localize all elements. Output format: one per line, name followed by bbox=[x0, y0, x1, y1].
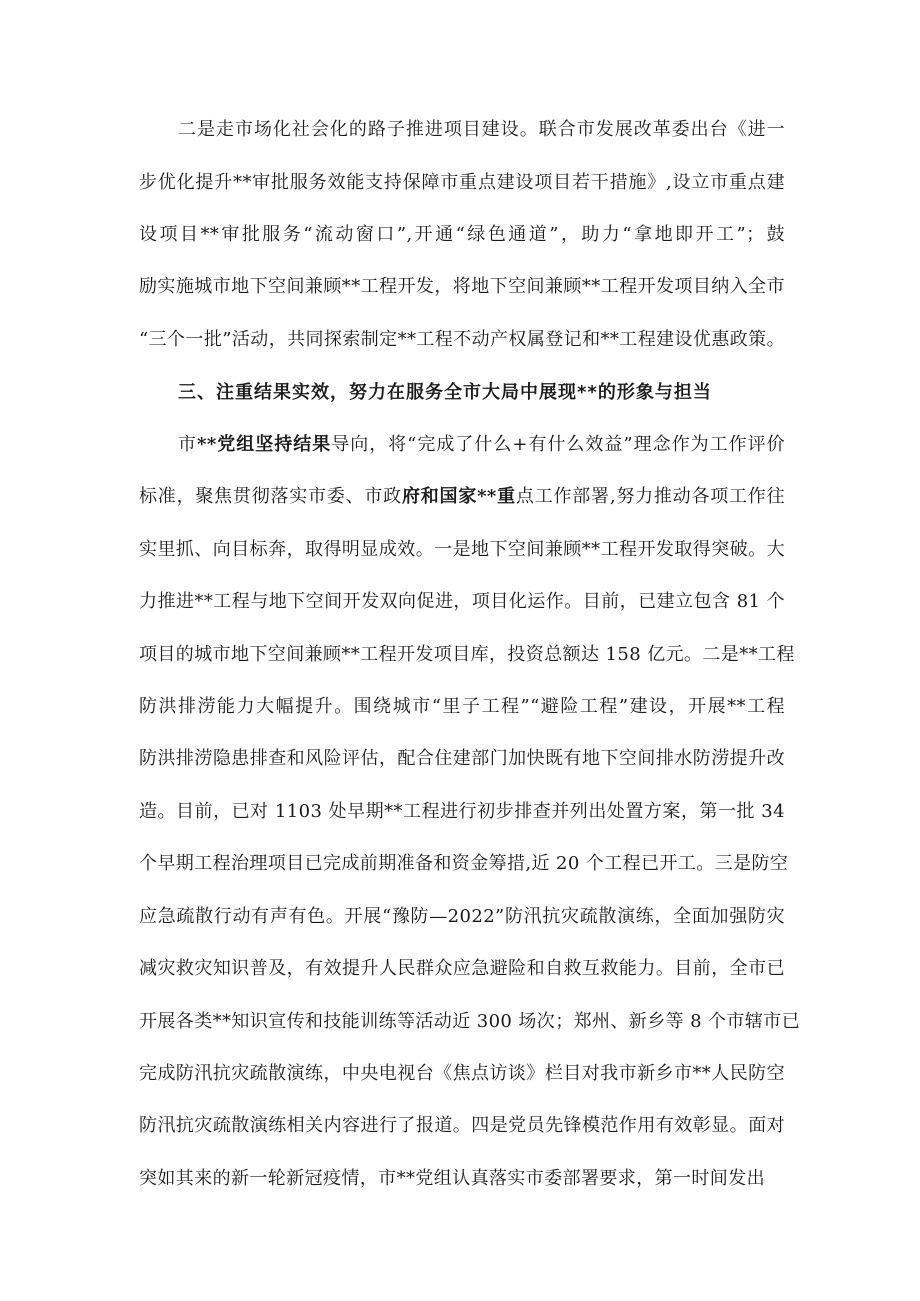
paragraph-line: 防汛抗灾疏散演练相关内容进行了报道。四是党员先锋模范作用有效彰显。面对 bbox=[139, 1115, 785, 1136]
paragraph-line: 设项目**审批服务“流动窗口”,开通“绿色通道”，助力“拿地即开工”；鼓 bbox=[139, 224, 785, 245]
text-run: 市 bbox=[178, 434, 197, 455]
text-run: 导向，将“完成了什么+有什么效益”理念作为工作评价 bbox=[331, 434, 785, 455]
paragraph-line: 励实施城市地下空间兼顾**工程开发，将地下空间兼顾**工程开发项目纳入全市 bbox=[139, 276, 785, 297]
paragraph-line: 防洪排涝隐患排查和风险评估，配合住建部门加快既有地下空间排水防涝提升改 bbox=[139, 748, 785, 769]
paragraph-line: “三个一批”活动，共同探索制定**工程不动产权属登记和**工程建设优惠政策。 bbox=[139, 329, 785, 350]
paragraph-line: 项目的城市地下空间兼顾**工程开发项目库，投资总额达 158 亿元。二是**工程 bbox=[139, 644, 795, 665]
bold-text-run: 府和国家**重 bbox=[401, 486, 516, 507]
paragraph-line: 开展各类**知识宣传和技能训练等活动近 300 场次；郑州、新乡等 8 个市辖市已 bbox=[139, 1011, 801, 1032]
section-heading: 三、注重结果实效，努力在服务全市大局中展现**的形象与担当 bbox=[178, 382, 712, 403]
paragraph-line bbox=[139, 484, 785, 510]
paragraph-line bbox=[178, 432, 785, 458]
paragraph-line: 步优化提升**审批服务效能支持保障市重点建设项目若干措施》,设立市重点建 bbox=[139, 172, 785, 193]
paragraph-line: 防洪排涝能力大幅提升。围绕城市“里子工程”“避险工程”建设，开展**工程 bbox=[139, 696, 785, 717]
text-run: 点工作部署,努力推动各项工作往 bbox=[515, 486, 785, 507]
paragraph-line: 实里抓、向目标奔，取得明显成效。一是地下空间兼顾**工程开发取得突破。大 bbox=[139, 539, 785, 560]
bold-text-run: **党组坚持结果 bbox=[197, 434, 332, 455]
paragraph-line: 二是走市场化社会化的路子推进项目建设。联合市发展改革委出台《进一 bbox=[178, 119, 785, 140]
paragraph-line: 完成防汛抗灾疏散演练，中央电视台《焦点访谈》栏目对我市新乡市**人民防空 bbox=[139, 1063, 785, 1084]
paragraph-line: 应急疏散行动有声有色。开展“豫防—2022”防汛抗灾疏散演练，全面加强防灾 bbox=[139, 906, 785, 927]
paragraph-line: 减灾救灾知识普及，有效提升人民群众应急避险和自救互救能力。目前，全市已 bbox=[139, 958, 785, 979]
paragraph-line: 力推进**工程与地下空间开发双向促进，项目化运作。目前，已建立包含 81 个 bbox=[139, 591, 785, 612]
text-run: 标准，聚焦贯彻落实市委、市政 bbox=[139, 486, 402, 507]
paragraph-line: 个早期工程治理项目已完成前期准备和资金筹措,近 20 个工程已开工。三是防空 bbox=[139, 853, 789, 874]
paragraph-line: 突如其来的新一轮新冠疫情，市**党组认真落实市委部署要求，第一时间发出 bbox=[139, 1168, 765, 1189]
paragraph-line: 造。目前，已对 1103 处早期**工程进行初步排查并列出处置方案，第一批 34 bbox=[139, 801, 785, 822]
